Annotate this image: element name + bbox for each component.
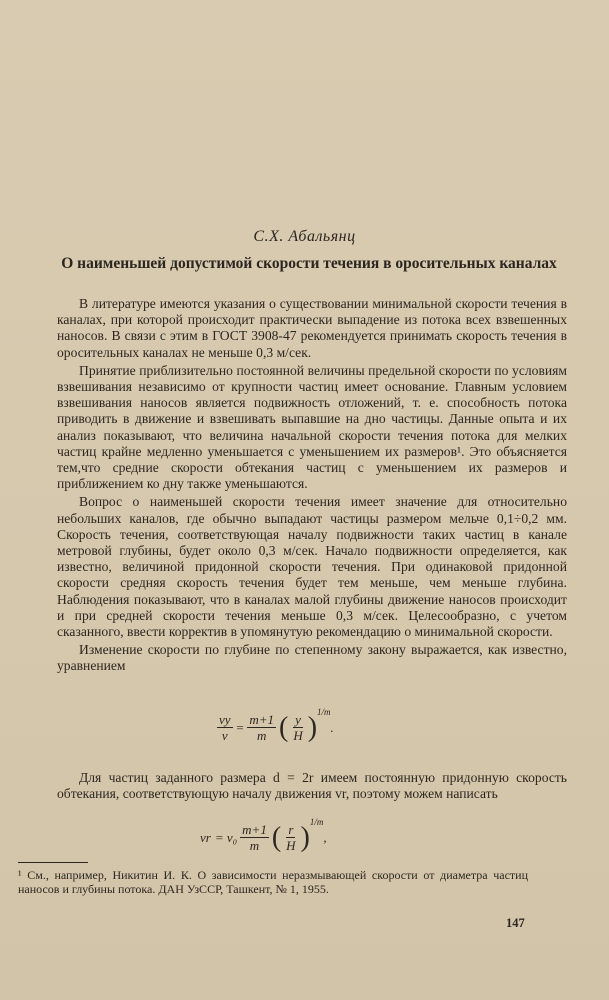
formula2-equals: = v₀ [214,829,238,845]
article-body-continued [57,770,567,804]
page-number: 147 [506,916,525,930]
formula2-inner-fraction [284,822,297,853]
paragraph-2: Принятие приблизительно постоянной величины предельной скорости по условиям взвешивания независимо от крупности частиц имеет основание. Главным условием взвешивания наносов является подвижность отложений, т. е. способность потока приводить в движение и взвешивать выпавшие на дно частицы. Данные опыта и их анализ показывают, что величина начальной скорости течения потока для мелких частиц крайне медленно уменьшается с уменьшением их размеров¹. Это объясняется тем,что средние скорости обтекания частиц с уменьшением их размеров и приближением ко дну также уменьшаются. [57,362,567,492]
formula-inner-fraction [291,712,304,743]
paragraph-3: Вопрос о наименьшей скорости течения имеет значение для относительно небольших каналов, где обычно выпадают частицы размером мельче 0,1÷0,2 мм. Скорость течения, соответствующая началу подвижности таких частиц в канале метровой глубины, будет около 0,3 м/сек. Начало подвижности определяется, как известно, величиной придонной скорости течения. При одинаковой придонной скорости средняя скорость течения будет тем меньше, чем меньше глубина. Наблюдения показывают, что в каналах малой глубины движение наносов происходит и при средней скорости течения меньше 0,3 м/сек. Целесообразно, с учетом сказанного, ввести корректив в упомянутую рекомендацию о минимальной скорости. [57,494,567,640]
formula-lhs-denominator: v [221,728,228,743]
article-body [57,296,567,677]
formula-coef-denominator: m [256,728,267,743]
formula2-inner-numerator: r [288,822,294,837]
formula-coef-numerator: m+1 [249,712,274,727]
formula-lhs-fraction [217,712,233,743]
formula-trail: . [330,719,334,735]
formula2-paren-left: ( [271,821,282,853]
formula2-inner-denominator: H [286,838,296,853]
formula-exponent: 1/m [317,706,331,717]
bottom-velocity-formula [200,816,327,853]
formula-coefficient [247,712,276,743]
paragraph-5: Для частиц заданного размера d = 2r имеем постоянную придонную скорость обтекания, соответствующую началу движения vr, поэтому можем написать [57,770,567,802]
formula-paren-left: ( [279,711,289,743]
formula2-lhs: vr [200,829,211,845]
footnote: ¹ См., например, Никитин И. К. О зависимости неразмывающей скорости от диаметра частиц наносов и глубины потока. ДАН УзССР, Ташкент, № 1, 1955. [18,868,528,896]
paragraph-4: Изменение скорости по глубине по степенному закону выражается, как известно, уравнением [57,642,567,674]
formula2-coef-denominator: m [249,838,260,853]
formula-lhs-numerator: vy [219,712,231,727]
formula2-coefficient [240,822,269,853]
article-title: О наименьшей допустимой скорости течения в оросительных каналах [61,255,557,272]
velocity-profile-formula [214,706,334,743]
formula-inner-numerator: y [295,712,301,727]
paragraph-1: В литературе имеются указания о существовании минимальной скорости течения в каналах, при которой происходит практически выпадение из потока всех взвешенных наносов. В связи с этим в ГОСТ 3908-47 рекомендуется принимать скорость течения в оросительных каналах не меньше 0,3 м/сек. [57,296,567,360]
formula-equals: = [235,719,245,735]
formula-paren-right: ) [307,711,318,743]
formula2-trail: , [323,829,327,845]
formula2-coef-numerator: m+1 [242,822,267,837]
formula2-paren-right: ) [300,821,310,853]
formula-inner-denominator: H [293,728,303,743]
author-name: С.Х. Абальянц [253,228,356,245]
footnote-divider [18,862,88,863]
formula2-exponent: 1/m [309,816,324,827]
